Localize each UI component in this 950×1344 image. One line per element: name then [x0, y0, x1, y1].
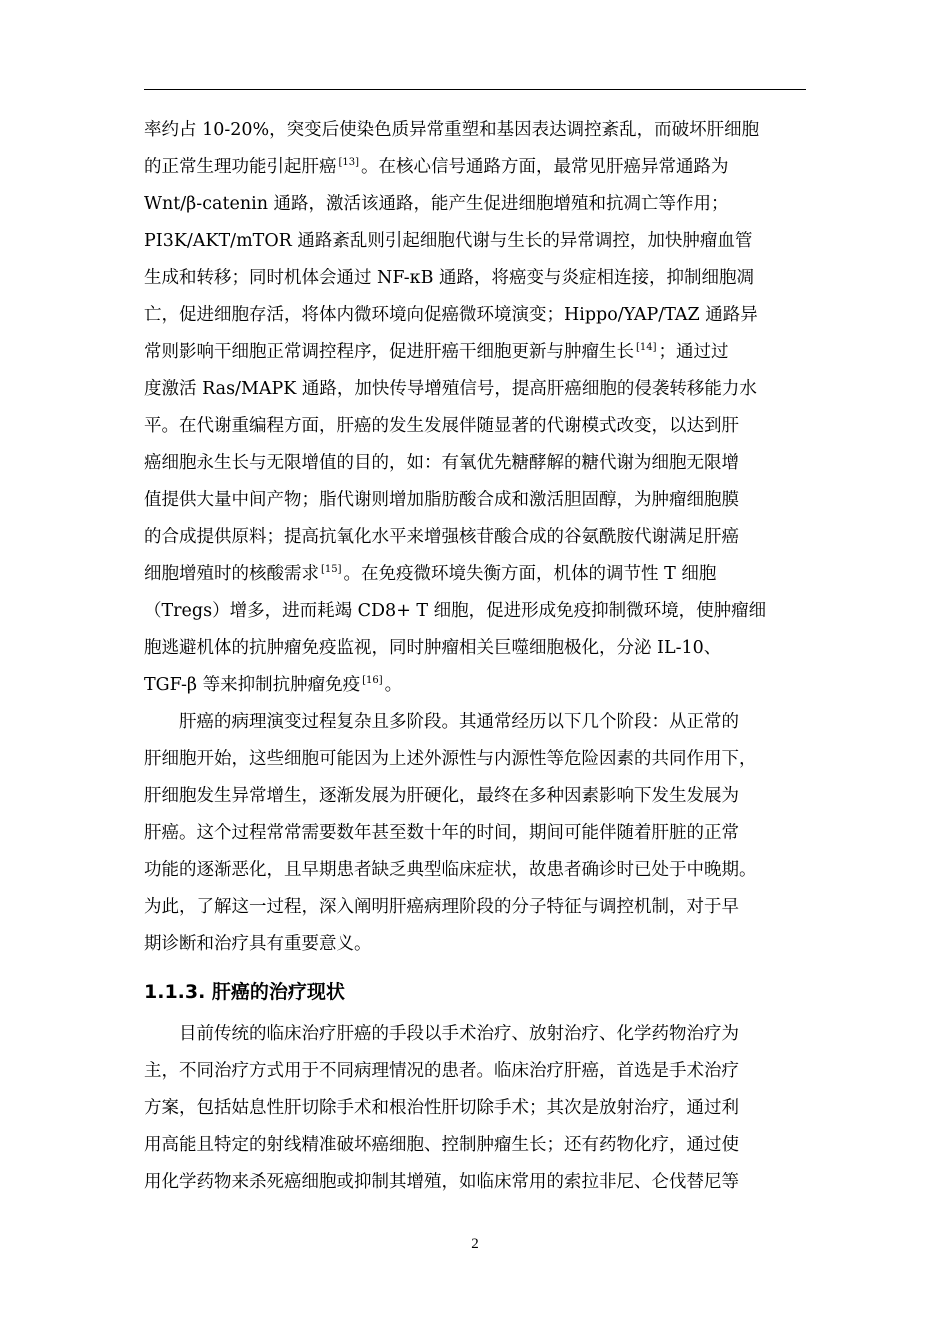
- citation-ref: [13]: [338, 157, 360, 168]
- text-line: 肝细胞开始，这些细胞可能因为上述外源性与内源性等危险因素的共同作用下，: [144, 749, 757, 769]
- text-line: 功能的逐渐恶化，且早期患者缺乏典型临床症状，故患者确诊时已处于中晚期。: [144, 860, 757, 880]
- section-heading: 1.1.3. 肝癌的治疗现状: [144, 981, 345, 1003]
- text-line: 主，不同治疗方式用于不同病理情况的患者。临床治疗肝癌，首选是手术治疗: [144, 1061, 739, 1081]
- citation-ref: [15]: [321, 564, 342, 575]
- text-line: 目前传统的临床治疗肝癌的手段以手术治疗、放射治疗、化学药物治疗为: [179, 1024, 739, 1044]
- page-number: 2: [471, 1236, 479, 1252]
- text-line: 用化学药物来杀死癌细胞或抑制其增殖，如临床常用的索拉非尼、仑伐替尼等: [144, 1172, 739, 1192]
- text-line: PI3K/AKT/mTOR 通路紊乱则引起细胞代谢与生长的异常调控，加快肿瘤血管: [144, 231, 753, 251]
- text-segment: 。在核心信号通路方面，最常见肝癌异常通路为: [361, 157, 729, 177]
- text-line: 平。在代谢重编程方面，肝癌的发生发展伴随显著的代谢模式改变，以达到肝: [144, 416, 739, 436]
- citation-ref: [16]: [362, 675, 383, 686]
- text-segment: 。: [384, 675, 403, 695]
- text-line: （Tregs）增多，进而耗竭 CD8+ T 细胞，促进形成免疫抑制微环境，使肿瘤细: [144, 601, 767, 621]
- text-line: 生成和转移；同时机体会通过 NF-κB 通路，将癌变与炎症相连接，抑制细胞凋: [144, 268, 755, 288]
- text-line: 胞逃避机体的抗肿瘤免疫监视，同时肿瘤相关巨噬细胞极化，分泌 IL-10、: [144, 638, 722, 658]
- text-line: 肝细胞发生异常增生，逐渐发展为肝硬化，最终在多种因素影响下发生发展为: [144, 786, 739, 806]
- paragraph-molecular-mechanisms: [144, 112, 816, 704]
- text-line: 肝癌。这个过程常常需要数年甚至数十年的时间，期间可能伴随着肝脏的正常: [144, 823, 739, 843]
- text-line: 方案，包括姑息性肝切除手术和根治性肝切除手术；其次是放射治疗，通过利: [144, 1098, 739, 1118]
- text-line: [144, 149, 816, 186]
- text-segment: 常则影响干细胞正常调控程序，促进肝癌干细胞更新与肿瘤生长: [144, 342, 634, 362]
- text-line: 期诊断和治疗具有重要意义。: [144, 934, 372, 954]
- text-line: 为此，了解这一过程，深入阐明肝癌病理阶段的分子特征与调控机制，对于早: [144, 897, 739, 917]
- text-segment: 细胞增殖时的核酸需求: [144, 564, 319, 584]
- text-line: 度激活 Ras/MAPK 通路，加快传导增殖信号，提高肝癌细胞的侵袭转移能力水: [144, 379, 757, 399]
- text-line: 亡，促进细胞存活，将体内微环境向促癌微环境演变；Hippo/YAP/TAZ 通路异: [144, 305, 758, 325]
- text-line: [144, 667, 816, 704]
- citation-ref: [14]: [636, 342, 657, 353]
- text-segment: 。在免疫微环境失衡方面，机体的调节性 T 细胞: [343, 564, 717, 584]
- text-line: 癌细胞永生长与无限增值的目的，如：有氧优先糖酵解的糖代谢为细胞无限增: [144, 453, 739, 473]
- paragraph-pathology-stages: [144, 704, 816, 963]
- page-body: [144, 112, 816, 1201]
- text-line: 率约占 10-20%，突变后使染色质异常重塑和基因表达调控紊乱，而破坏肝细胞: [144, 120, 760, 140]
- text-segment: ；通过过: [658, 342, 729, 362]
- text-line: 的合成提供原料；提高抗氧化水平来增强核苷酸合成的谷氨酰胺代谢满足肝癌: [144, 527, 739, 547]
- text-line: [144, 556, 816, 593]
- header-rule: [144, 89, 806, 90]
- text-line: Wnt/β-catenin 通路，激活该通路，能产生促进细胞增殖和抗凋亡等作用；: [144, 194, 729, 214]
- text-line: 值提供大量中间产物；脂代谢则增加脂肪酸合成和激活胆固醇，为肿瘤细胞膜: [144, 490, 739, 510]
- text-line: 肝癌的病理演变过程复杂且多阶段。其通常经历以下几个阶段：从正常的: [179, 712, 739, 732]
- text-line: 用高能且特定的射线精准破坏癌细胞、控制肿瘤生长；还有药物化疗，通过使: [144, 1135, 739, 1155]
- paragraph-treatment-status: [144, 1016, 816, 1201]
- text-segment: TGF-β 等来抑制抗肿瘤免疫: [144, 675, 361, 695]
- text-segment: 的正常生理功能引起肝癌: [144, 157, 337, 177]
- text-line: [144, 334, 816, 371]
